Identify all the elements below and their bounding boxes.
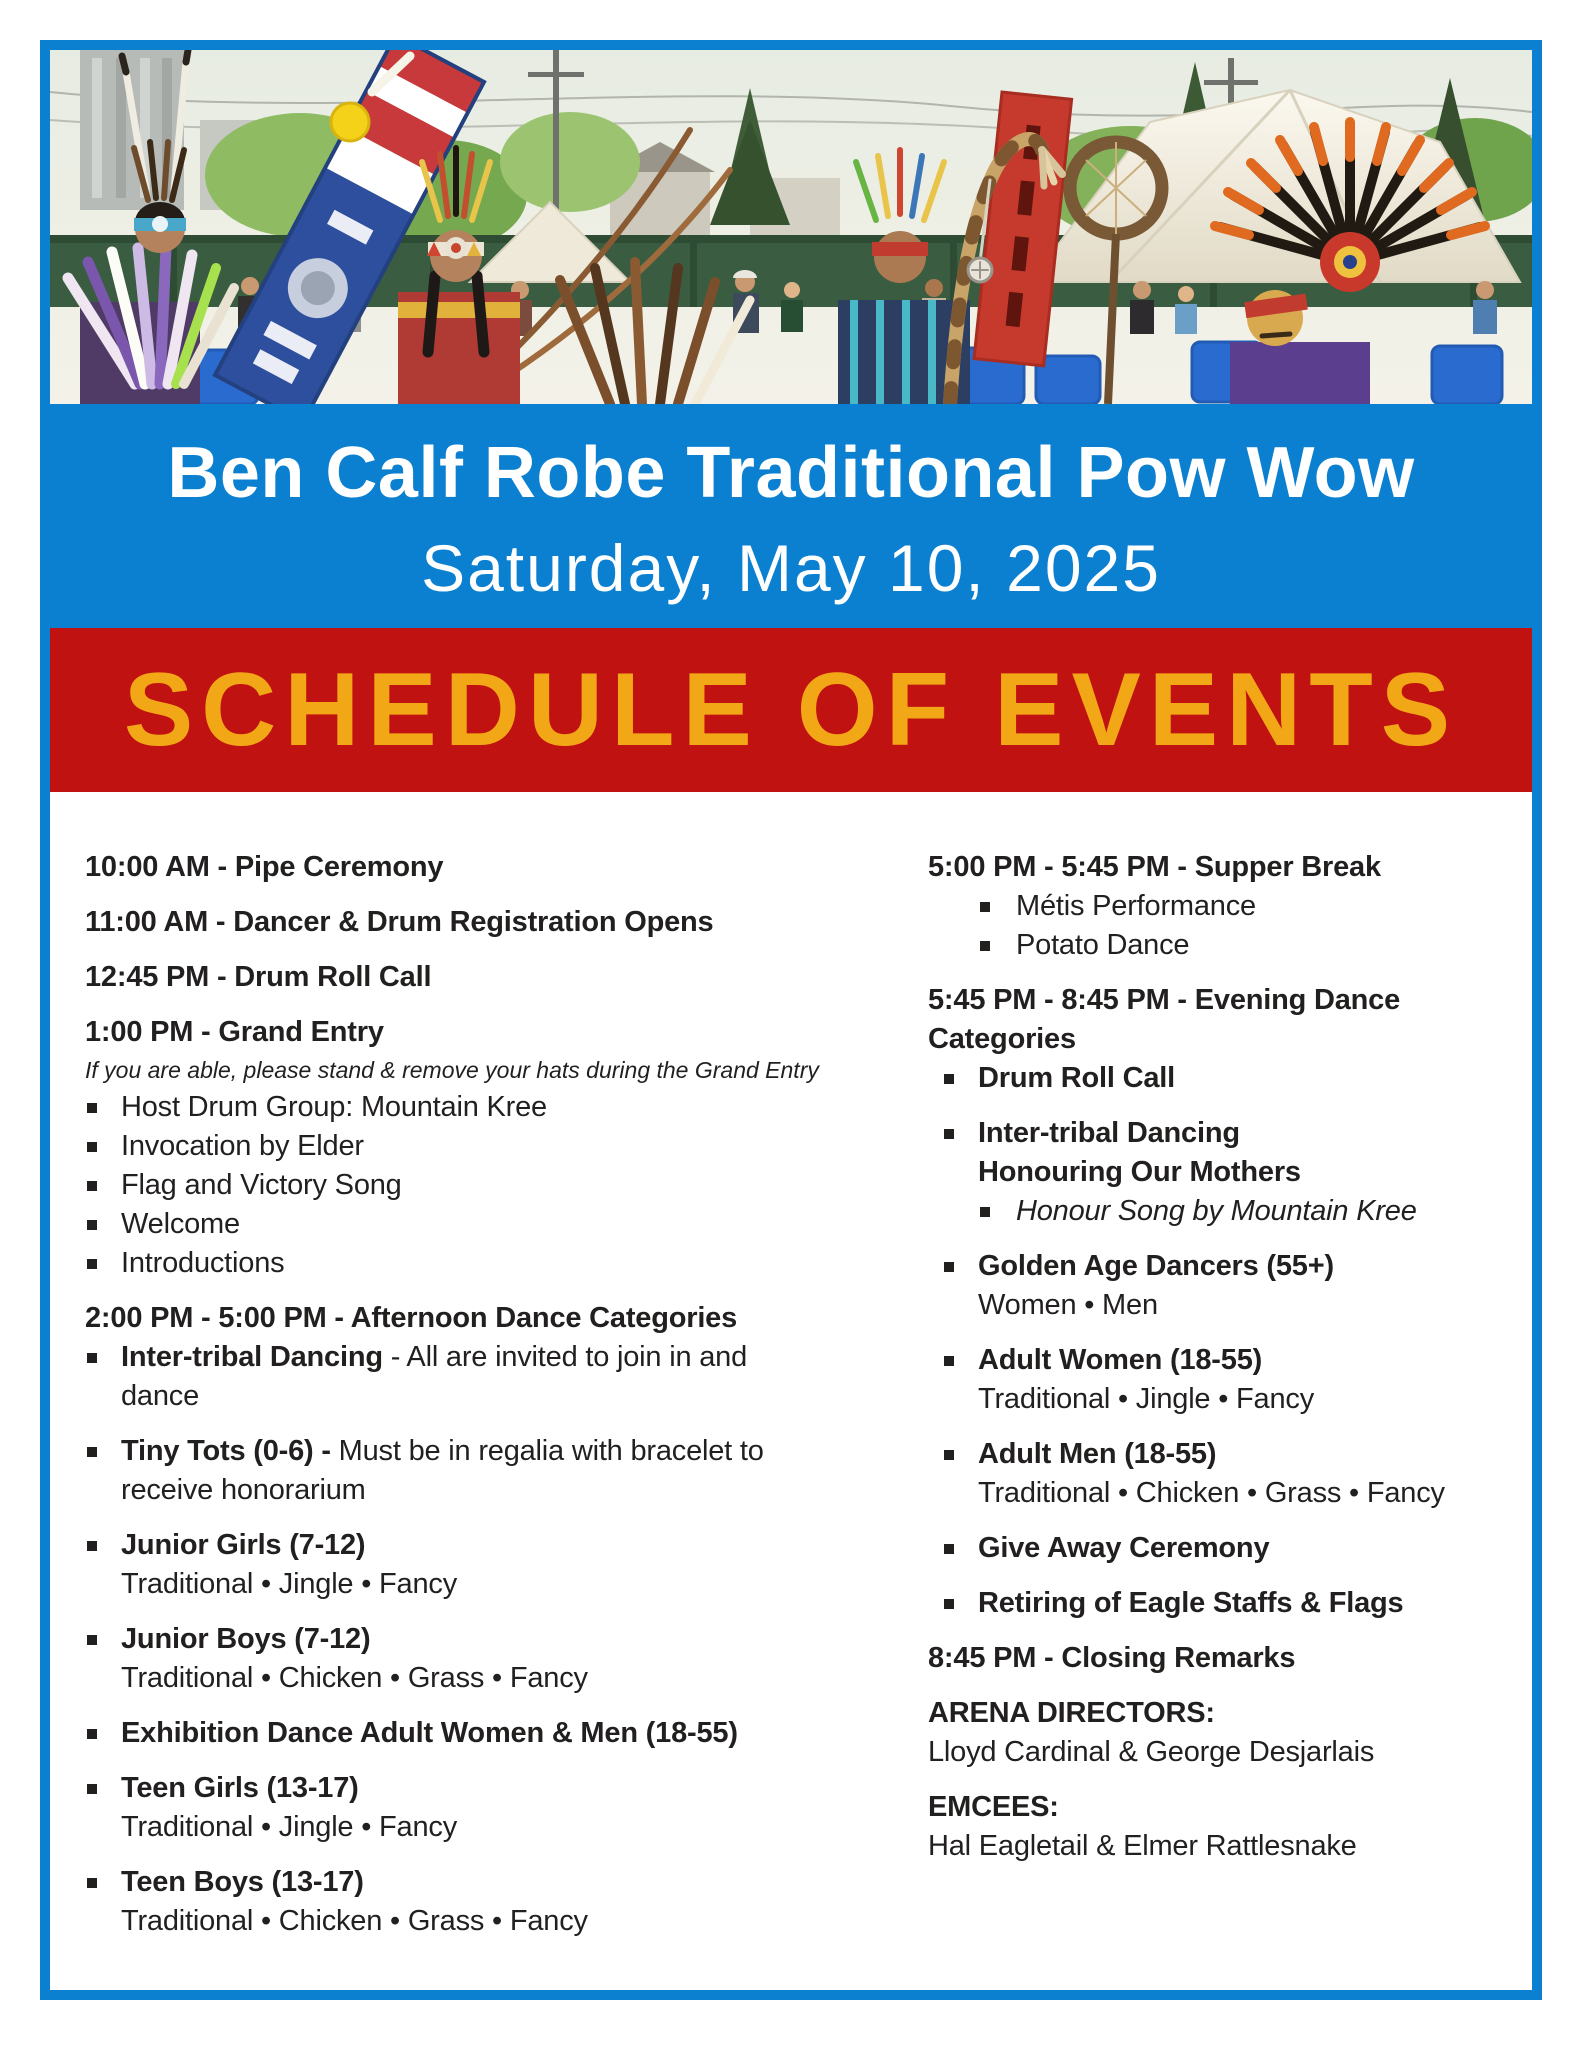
schedule-text: Potato Dance xyxy=(1016,929,1190,961)
schedule-text: Teen Girls (13-17) xyxy=(121,1772,359,1804)
schedule-text: 11:00 AM - Dancer & Drum Registration Opens xyxy=(85,906,714,938)
schedule-line xyxy=(121,1127,867,1166)
schedule-text: 10:00 AM - Pipe Ceremony xyxy=(85,851,444,883)
schedule-line xyxy=(928,981,1524,1020)
schedule-line xyxy=(1016,887,1524,926)
bullet-icon xyxy=(944,1129,954,1139)
schedule-line xyxy=(928,1020,1524,1059)
schedule-item xyxy=(928,1827,1524,1866)
schedule-item xyxy=(85,1620,867,1698)
schedule-text: Traditional • Chicken • Grass • Fancy xyxy=(121,1662,588,1694)
schedule-text: Exhibition Dance Adult Women & Men (18-55) xyxy=(121,1717,738,1749)
bullet-icon xyxy=(980,1207,990,1217)
schedule-item xyxy=(928,1584,1524,1623)
page-title: Ben Calf Robe Traditional Pow Wow xyxy=(167,433,1415,513)
schedule-line xyxy=(85,848,867,887)
schedule-line xyxy=(978,1286,1524,1325)
bullet-icon xyxy=(944,1074,954,1084)
schedule-body xyxy=(50,792,1532,1990)
schedule-line xyxy=(121,1902,867,1941)
bullet-icon xyxy=(87,1784,97,1794)
schedule-line xyxy=(978,1380,1524,1419)
bullet-icon xyxy=(87,1729,97,1739)
schedule-line xyxy=(978,1474,1524,1513)
schedule-text: Golden Age Dancers (55+) xyxy=(978,1250,1334,1282)
schedule-line xyxy=(928,1788,1524,1827)
schedule-line xyxy=(928,1827,1524,1866)
schedule-line xyxy=(1016,1192,1524,1231)
schedule-text: ARENA DIRECTORS: xyxy=(928,1697,1215,1729)
bullet-icon xyxy=(944,1599,954,1609)
schedule-text: - All are invited to join in and xyxy=(382,1341,748,1373)
bullet-icon xyxy=(87,1142,97,1152)
schedule-item xyxy=(85,1863,867,1941)
bullet-icon xyxy=(87,1878,97,1888)
schedule-item xyxy=(928,981,1524,1059)
schedule-item xyxy=(85,1432,867,1510)
bullet-icon xyxy=(87,1635,97,1645)
bullet-icon xyxy=(87,1220,97,1230)
schedule-text: Hal Eagletail & Elmer Rattlesnake xyxy=(928,1830,1357,1862)
bullet-icon xyxy=(944,1450,954,1460)
schedule-item xyxy=(85,1299,867,1338)
schedule-text: receive honorarium xyxy=(121,1474,366,1506)
schedule-item xyxy=(85,903,867,942)
bullet-icon xyxy=(87,1103,97,1113)
schedule-item xyxy=(85,848,867,887)
schedule-column-left xyxy=(85,848,867,1941)
schedule-line xyxy=(121,1769,867,1808)
schedule-item xyxy=(85,1088,867,1127)
schedule-text: Traditional • Jingle • Fancy xyxy=(121,1811,457,1843)
schedule-line xyxy=(121,1244,867,1283)
schedule-column-right xyxy=(928,848,1524,1866)
schedule-text: Introductions xyxy=(121,1247,285,1279)
title-band xyxy=(50,404,1532,628)
schedule-text: Welcome xyxy=(121,1208,240,1240)
schedule-text: EMCEES: xyxy=(928,1791,1059,1823)
schedule-text: 5:00 PM - 5:45 PM - Supper Break xyxy=(928,851,1381,883)
schedule-text: Adult Men (18-55) xyxy=(978,1438,1217,1470)
schedule-line xyxy=(121,1863,867,1902)
schedule-item xyxy=(928,1694,1524,1733)
schedule-text: 12:45 PM - Drum Roll Call xyxy=(85,961,432,993)
schedule-text: Retiring of Eagle Staffs & Flags xyxy=(978,1587,1404,1619)
schedule-line xyxy=(121,1808,867,1847)
schedule-text: Junior Boys (7-12) xyxy=(121,1623,371,1655)
schedule-line xyxy=(928,848,1524,887)
schedule-text: 1:00 PM - Grand Entry xyxy=(85,1016,384,1048)
schedule-line xyxy=(978,1114,1524,1153)
schedule-line xyxy=(928,1639,1524,1678)
schedule-line xyxy=(978,1153,1524,1192)
bullet-icon xyxy=(87,1353,97,1363)
schedule-item xyxy=(928,1733,1524,1772)
schedule-banner-text: SCHEDULE OF EVENTS xyxy=(123,651,1459,768)
schedule-item xyxy=(85,1127,867,1166)
schedule-text: Traditional • Jingle • Fancy xyxy=(121,1568,457,1600)
schedule-text: Categories xyxy=(928,1023,1076,1055)
schedule-line xyxy=(85,1013,867,1052)
schedule-line xyxy=(121,1338,867,1377)
schedule-item xyxy=(928,1192,1524,1231)
schedule-line xyxy=(121,1432,867,1471)
schedule-line xyxy=(978,1584,1524,1623)
schedule-item xyxy=(928,1059,1524,1098)
schedule-text: Teen Boys (13-17) xyxy=(121,1866,364,1898)
schedule-text: Drum Roll Call xyxy=(978,1062,1175,1094)
schedule-item xyxy=(85,1013,867,1052)
schedule-line xyxy=(978,1341,1524,1380)
schedule-text: Adult Women (18-55) xyxy=(978,1344,1263,1376)
schedule-line xyxy=(121,1659,867,1698)
bullet-icon xyxy=(87,1447,97,1457)
schedule-item xyxy=(85,1338,867,1416)
bullet-icon xyxy=(980,902,990,912)
schedule-line xyxy=(978,1529,1524,1568)
schedule-line xyxy=(121,1471,867,1510)
schedule-line xyxy=(121,1205,867,1244)
schedule-text: Lloyd Cardinal & George Desjarlais xyxy=(928,1736,1375,1768)
schedule-text: 2:00 PM - 5:00 PM - Afternoon Dance Categories xyxy=(85,1302,738,1334)
schedule-line xyxy=(85,903,867,942)
schedule-text: Give Away Ceremony xyxy=(978,1532,1270,1564)
bullet-icon xyxy=(944,1262,954,1272)
schedule-line xyxy=(121,1166,867,1205)
schedule-item xyxy=(928,1247,1524,1325)
schedule-line xyxy=(121,1377,867,1416)
schedule-text: Women • Men xyxy=(978,1289,1158,1321)
schedule-item xyxy=(928,1529,1524,1568)
schedule-text: Inter-tribal Dancing xyxy=(121,1341,383,1373)
schedule-item xyxy=(928,1341,1524,1419)
schedule-text: Inter-tribal Dancing xyxy=(978,1117,1240,1149)
schedule-item xyxy=(928,1788,1524,1827)
schedule-line xyxy=(85,1052,867,1088)
schedule-text: dance xyxy=(121,1380,200,1412)
schedule-text: Junior Girls (7-12) xyxy=(121,1529,366,1561)
schedule-item xyxy=(928,848,1524,887)
schedule-text: 5:45 PM - 8:45 PM - Evening Dance xyxy=(928,984,1401,1016)
schedule-line xyxy=(85,1299,867,1338)
schedule-line xyxy=(978,1059,1524,1098)
schedule-text: Tiny Tots (0-6) - xyxy=(121,1435,339,1467)
powwow-photo-illustration xyxy=(50,50,1532,404)
schedule-item xyxy=(85,1166,867,1205)
schedule-item xyxy=(85,1714,867,1753)
schedule-item xyxy=(928,1435,1524,1513)
event-date: Saturday, May 10, 2025 xyxy=(421,530,1161,605)
schedule-line xyxy=(978,1247,1524,1286)
schedule-line xyxy=(121,1526,867,1565)
schedule-line xyxy=(978,1435,1524,1474)
bullet-icon xyxy=(87,1541,97,1551)
schedule-line xyxy=(1016,926,1524,965)
schedule-item xyxy=(928,1114,1524,1192)
schedule-item xyxy=(85,1205,867,1244)
schedule-item xyxy=(928,887,1524,926)
schedule-text: If you are able, please stand & remove your hats during the Grand Entry xyxy=(85,1057,819,1083)
schedule-text: Invocation by Elder xyxy=(121,1130,364,1162)
bullet-icon xyxy=(980,941,990,951)
schedule-item xyxy=(85,1526,867,1604)
schedule-text: Flag and Victory Song xyxy=(121,1169,402,1201)
bullet-icon xyxy=(87,1181,97,1191)
schedule-text: Traditional • Chicken • Grass • Fancy xyxy=(121,1905,588,1937)
schedule-item xyxy=(928,926,1524,965)
schedule-line xyxy=(928,1694,1524,1733)
schedule-line xyxy=(121,1088,867,1127)
schedule-line xyxy=(121,1620,867,1659)
schedule-line xyxy=(121,1714,867,1753)
schedule-text: Traditional • Jingle • Fancy xyxy=(978,1383,1314,1415)
schedule-text: 8:45 PM - Closing Remarks xyxy=(928,1642,1296,1674)
schedule-text: Host Drum Group: Mountain Kree xyxy=(121,1091,547,1123)
schedule-text: Must be in regalia with bracelet to xyxy=(338,1435,764,1467)
schedule-text: Honouring Our Mothers xyxy=(978,1156,1301,1188)
schedule-text: Métis Performance xyxy=(1016,890,1256,922)
bullet-icon xyxy=(944,1356,954,1366)
event-photo xyxy=(50,50,1532,404)
poster-frame xyxy=(40,40,1542,2000)
schedule-text: Honour Song by Mountain Kree xyxy=(1016,1195,1417,1227)
schedule-item xyxy=(85,1244,867,1283)
schedule-banner xyxy=(50,628,1532,792)
schedule-item xyxy=(85,958,867,997)
schedule-line xyxy=(85,958,867,997)
schedule-line xyxy=(121,1565,867,1604)
schedule-line xyxy=(928,1733,1524,1772)
schedule-item xyxy=(85,1769,867,1847)
schedule-item xyxy=(928,1639,1524,1678)
schedule-item xyxy=(85,1052,867,1088)
bullet-icon xyxy=(87,1259,97,1269)
schedule-text: Traditional • Chicken • Grass • Fancy xyxy=(978,1477,1445,1509)
bullet-icon xyxy=(944,1544,954,1554)
